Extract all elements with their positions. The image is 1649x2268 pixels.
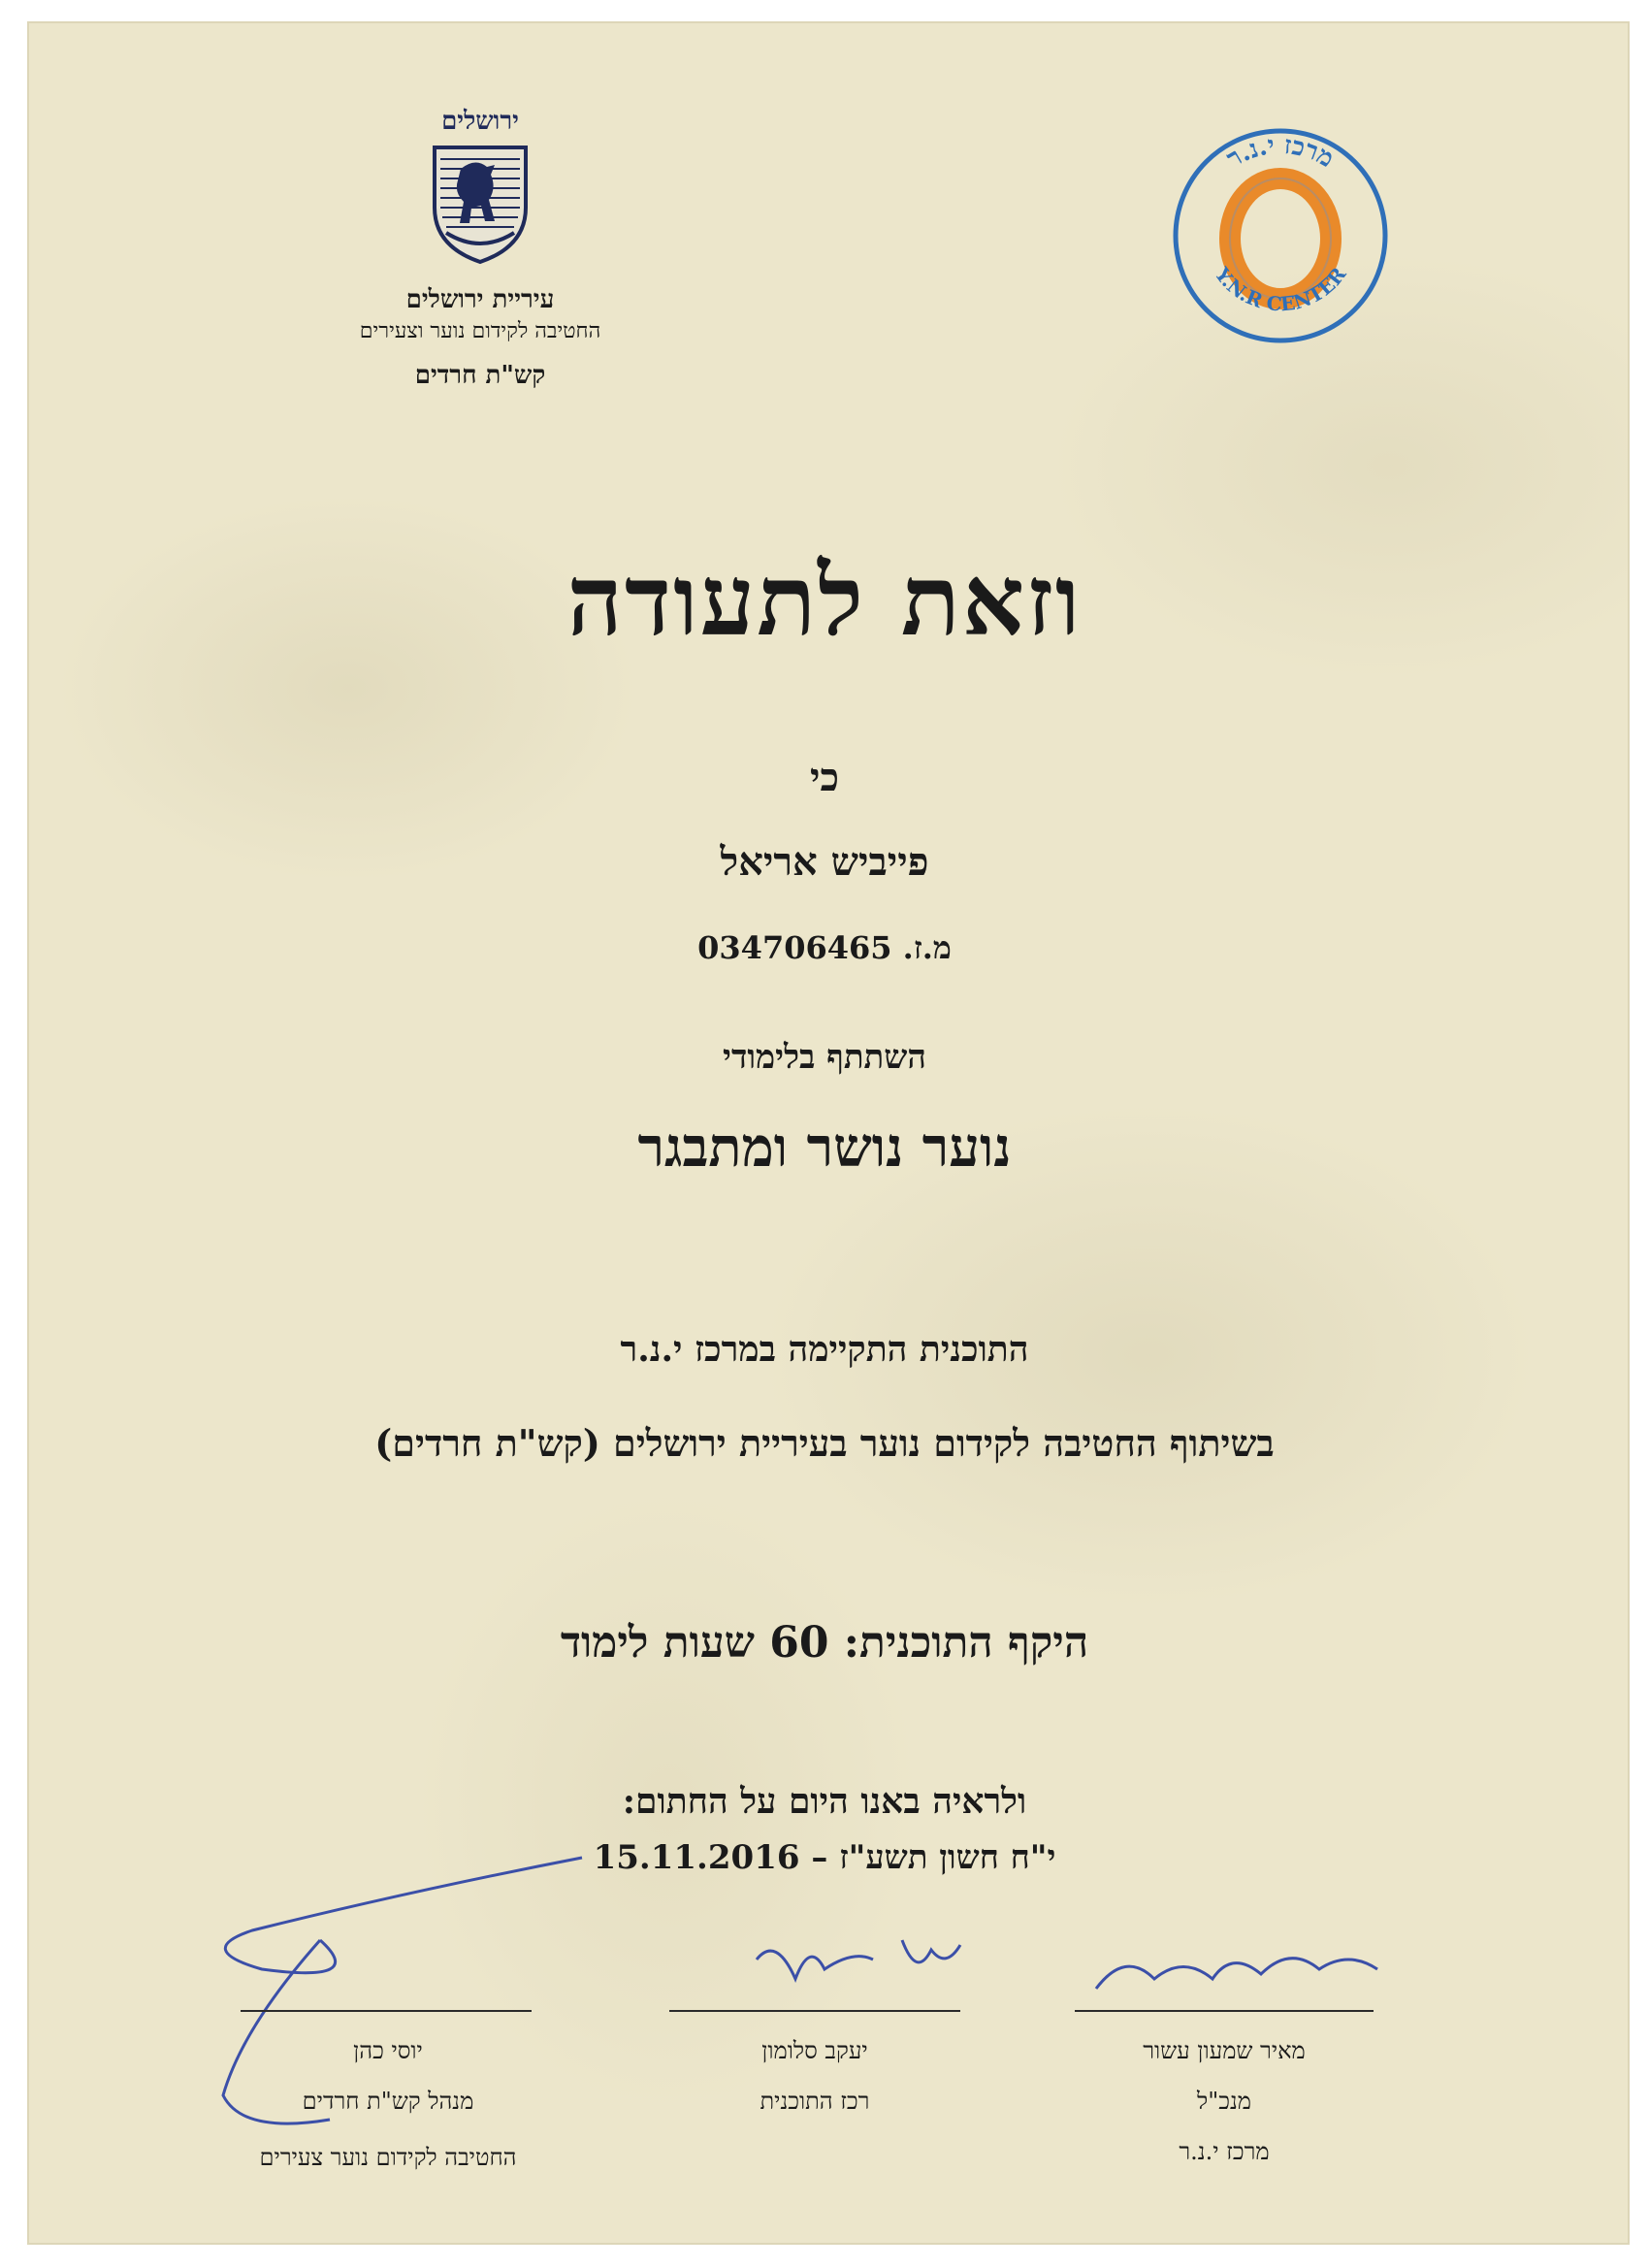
certificate-date: י"ח חשון תשע"ז – 15.11.2016 bbox=[593, 1838, 1056, 1877]
signatory-center-role: רכז התוכנית bbox=[760, 2088, 870, 2115]
signature-center bbox=[757, 1940, 960, 1979]
division-name: החטיבה לקידום נוער וצעירים bbox=[359, 319, 601, 343]
recipient-name: פייביש אריאל bbox=[720, 839, 929, 885]
signatory-left-role: מנהל קש"ת חרדים bbox=[302, 2088, 474, 2115]
signature-right bbox=[1096, 1959, 1377, 1989]
that-word: כי bbox=[809, 755, 840, 800]
signature-left bbox=[223, 1858, 582, 2123]
signature-line-left bbox=[241, 2010, 532, 2012]
signatory-right-role: מנכ"ל bbox=[1196, 2088, 1252, 2115]
emblem-title: ירושלים bbox=[441, 107, 519, 136]
witness-text: ולראיה באנו היום על החתום: bbox=[622, 1781, 1027, 1822]
ynr-english-text: Y.N.R CENTER bbox=[1210, 262, 1351, 316]
signatory-left-org: החטיבה לקידום נוער צעירים bbox=[259, 2144, 517, 2171]
held-at-text: התוכנית התקיימה במרכז י.נ.ר bbox=[620, 1329, 1029, 1370]
municipality-name: עיריית ירושלים bbox=[405, 285, 555, 314]
participated-text: השתתף בלימודי bbox=[723, 1038, 926, 1077]
signature-line-center bbox=[669, 2010, 960, 2012]
recipient-id: מ.ז. 034706465 bbox=[697, 929, 952, 966]
signatory-right-org: מרכז י.נ.ר bbox=[1179, 2138, 1270, 2165]
certificate-title: וזאת לתעודה bbox=[566, 543, 1083, 658]
department-name: קש"ת חרדים bbox=[414, 361, 546, 390]
program-name: נוער נושר ומתבגר bbox=[637, 1116, 1012, 1180]
signatory-center-name: יעקב סלומון bbox=[761, 2037, 868, 2064]
signature-line-right bbox=[1075, 2010, 1374, 2012]
partnership-text: בשיתוף החטיבה לקידום נוער בעיריית ירושלים (קש"ת חרדים) bbox=[374, 1421, 1275, 1465]
signatory-right-name: מאיר שמעון עשור bbox=[1143, 2037, 1306, 2064]
signatory-left-name: יוסי כהן bbox=[353, 2037, 423, 2064]
program-scope: היקף התוכנית: 60 שעות לימוד bbox=[560, 1618, 1089, 1668]
ynr-hebrew-text: מרכז י.נ.ר bbox=[1221, 130, 1340, 175]
